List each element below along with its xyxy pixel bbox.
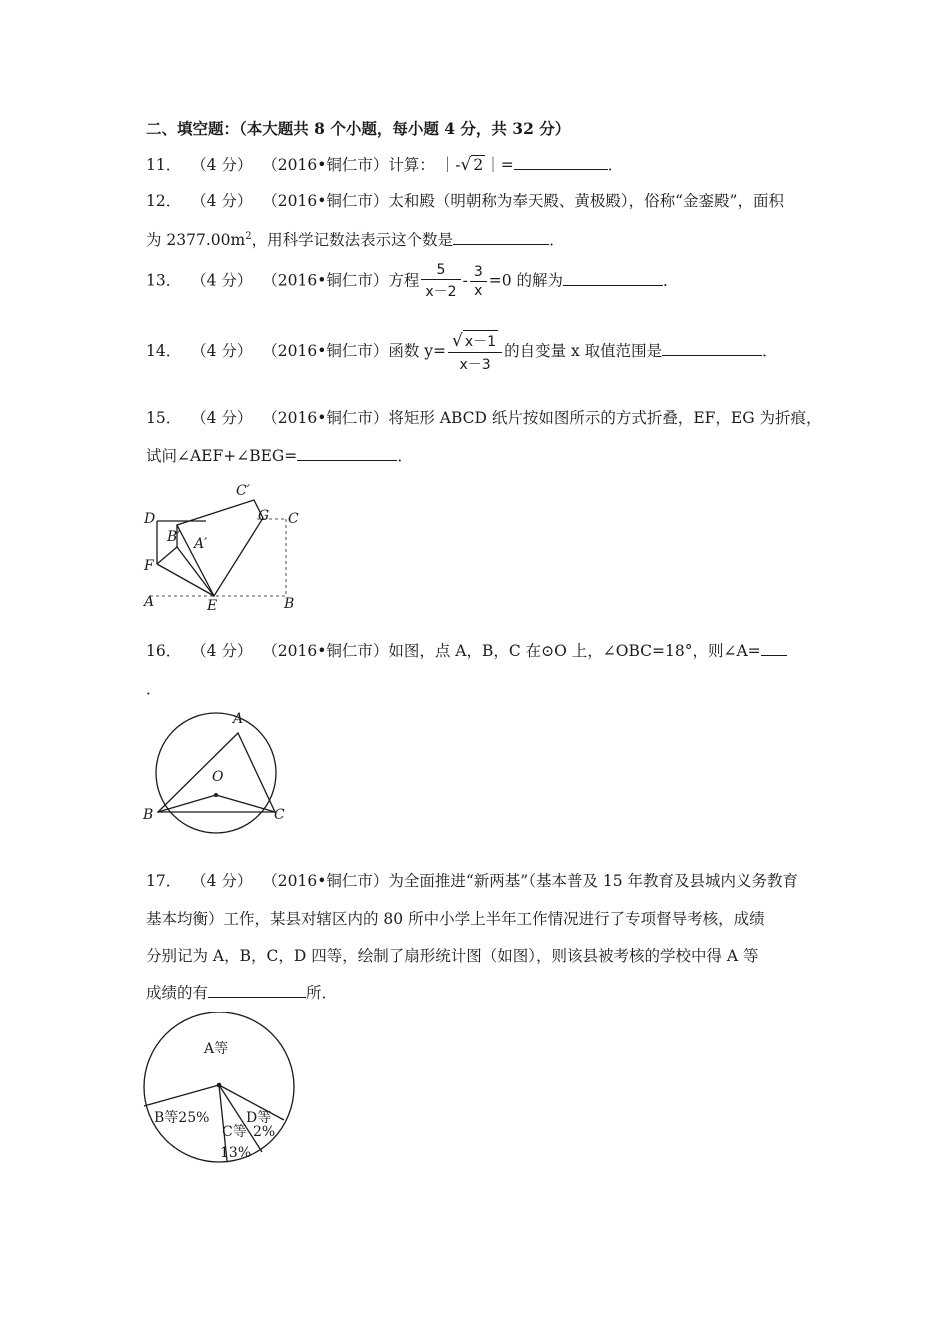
question-text-line1: 为全面推进“新两基”（基本普及 15 年教育及县城内义务教育 [388,872,799,890]
question-text: 计算： [388,156,435,174]
question-source: （2016•铜仁市） [262,271,389,290]
abs-open: ｜- [439,156,461,174]
segment-fb [157,547,177,564]
question-12 [146,189,784,211]
period: ． [549,231,565,249]
question-number: 17． [146,872,182,890]
pie-label-b: B等25% [154,1110,210,1126]
fraction-1 [421,262,460,301]
denominator: x－2 [425,284,457,300]
denominator: x [474,283,483,299]
label-f: F [144,558,154,574]
sqrt-symbol: √ [460,155,472,175]
question-number: 11． [146,156,182,174]
label-c: C [288,511,299,527]
sqrt-radicand: 2 [473,156,484,174]
label-o: O [212,769,224,785]
section-title: 二、填空题：（本大题共 8 个小题，每小题 4 分，共 32 分） [146,119,571,138]
question-number: 16． [146,642,182,660]
question-score: （4 分） [191,271,253,290]
question-number: 13． [146,271,182,290]
label-g: G [258,508,270,524]
question-source: （2016•铜仁市） [262,342,389,360]
answer-blank [514,154,608,170]
slice-boundary-ab [144,1085,219,1106]
label-a: A [144,594,155,610]
question-number: 14． [146,342,182,360]
question-text: 的自变量 x 取值范围是 [504,342,663,360]
question-text: 成绩的有 [146,984,209,1002]
question-source: （2016•铜仁市） [262,872,389,890]
question-text: 方程 [388,271,420,290]
answer-blank [662,340,762,356]
segment-oc [216,795,275,812]
numerator [448,330,502,353]
question-17-line2: 基本均衡）工作，某县对辖区内的 80 所中小学上半年工作情况进行了专项督导考核，成绩 [146,910,765,928]
label-e: E [207,598,218,614]
question-text-line1: 太和殿（明朝称为奉天殿、黄极殿），俗称“金銮殿”，面积 [388,192,784,210]
question-source: （2016•铜仁市） [262,192,389,210]
question-15 [146,406,822,428]
period: ． [762,342,778,360]
denominator: x－3 [459,357,491,373]
answer-blank [563,270,663,286]
fraction-2 [470,264,487,299]
sqrt-radicand: x－1 [463,330,498,351]
pie-label-a: A等 [204,1041,229,1057]
question-text: 为 2377.00m [146,231,246,249]
question-source: （2016•铜仁市） [262,409,389,427]
question-text: 试问∠AEF+∠BEG= [146,447,298,465]
label-d: D [144,511,156,527]
center-point [214,793,218,797]
question-text: ，用科学记数法表示这个数是 [251,231,454,249]
answer-blank [453,229,549,245]
question-number: 15． [146,409,182,427]
question-11 [146,153,623,175]
question-number: 12． [146,192,182,210]
question-score: （4 分） [191,342,253,360]
pie-center [217,1083,222,1088]
abs-close: ｜= [485,156,514,174]
pie-label-d-value: 2% [253,1124,276,1140]
answer-blank [208,982,306,998]
label-b-prime: B′ [167,529,181,545]
question-score: （4 分） [191,192,253,210]
answer-blank [761,640,787,656]
period: ． [397,447,413,465]
fraction [448,330,502,374]
segment-be [177,547,214,596]
period: 所． [306,984,338,1002]
question-source: （2016•铜仁市） [262,156,389,174]
question-12-line2 [146,228,565,250]
question-17 [146,869,798,891]
question-score: （4 分） [191,872,253,890]
minus-sign: - [462,271,468,290]
numerator: 3 [470,264,487,282]
sqrt-symbol: √ [452,331,463,351]
pie-label-c-value: 13% [220,1145,252,1161]
question-text: =0 的解为 [488,271,564,290]
label-b: B [143,807,154,823]
question-16-line2: ． [146,680,162,698]
pie-label-c: C等 [222,1124,247,1140]
question-score: （4 分） [191,156,253,174]
label-b: B [284,596,295,612]
question-source: （2016•铜仁市） [262,642,389,660]
label-c-prime: C′ [236,483,250,499]
folded-flap [177,500,263,596]
answer-blank [297,445,397,461]
numerator: 5 [421,262,460,280]
label-c: C [274,807,285,823]
question-15-line2 [146,444,413,466]
pie-chart [138,1012,302,1172]
fold-rectangle-figure [140,478,310,618]
circle-figure [140,706,300,836]
question-13 [146,262,679,301]
question-14 [146,330,778,374]
superscript: 2 [245,230,252,242]
question-score: （4 分） [191,642,253,660]
period: ． [607,156,624,174]
question-17-line3: 分别记为 A，B，C，D 四等，绘制了扇形统计图（如图），则该县被考核的学校中得 A 等 [146,947,759,965]
question-17-line4 [146,981,337,1003]
period: ． [663,271,679,290]
question-16 [146,639,787,661]
question-text-line1: 将矩形 ABCD 纸片按如图所示的方式折叠，EF，EG 为折痕， [388,409,822,427]
question-text: 函数 y= [388,342,447,360]
label-a-prime: A′ [194,536,208,552]
pie-label-d: D等 [246,1110,272,1126]
label-a: A [233,711,244,727]
question-text: 如图，点 A，B，C 在⊙O 上，∠OBC=18°，则∠A= [388,642,761,660]
question-score: （4 分） [191,409,253,427]
